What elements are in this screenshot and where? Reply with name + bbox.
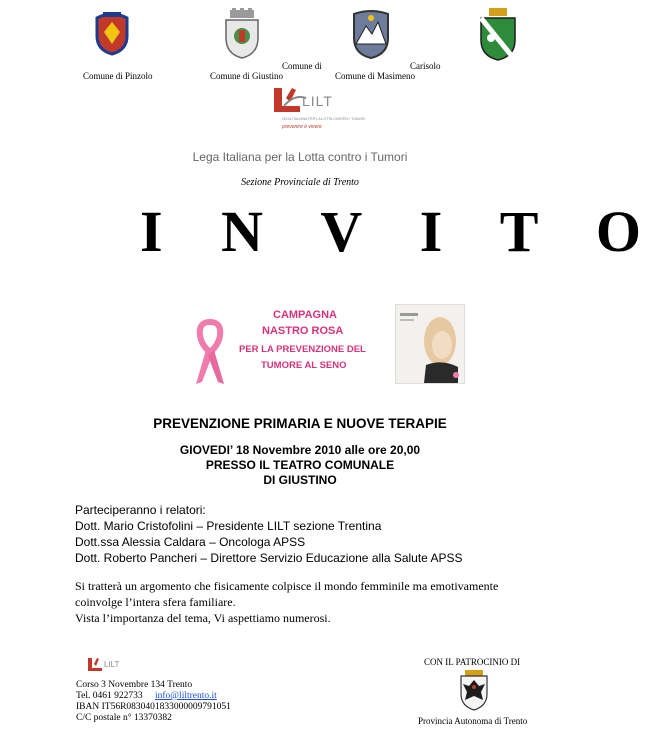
footer-phone-line [76, 691, 217, 701]
massimeno-coat-of-arms [348, 8, 394, 60]
municipality-extra-label: Comune di [282, 61, 322, 71]
footer-lilt-logo [86, 656, 106, 679]
event-heading: PREVENZIONE PRIMARIA E NUOVE TERAPIE [153, 416, 447, 431]
event-place-1: PRESSO IL TEATRO COMUNALE [205, 458, 395, 472]
invitation-title: I N V I T O [140, 199, 663, 264]
organization-name: Lega Italiana per la Lotta contro i Tumori [192, 150, 408, 164]
footer-phone: Tel. 0461 922733 [76, 691, 143, 701]
municipality-carisolo: Carisolo [410, 61, 441, 71]
section-name: Sezione Provinciale di Trento [241, 177, 359, 188]
pinzolo-coat-of-arms [93, 8, 131, 56]
campaign-line-1: CAMPAGNA [273, 309, 337, 321]
event-date: GIOVEDI’ 18 Novembre 2010 alle ore 20,00 [179, 443, 421, 457]
footer-postal: C/C postale n° 13370382 [76, 713, 172, 723]
footer-email-link[interactable]: info@liltrento.it [155, 691, 217, 701]
giustino-coat-of-arms [222, 8, 262, 60]
pink-ribbon-icon [192, 318, 228, 393]
patronage-name: Provincia Autonoma di Trento [418, 716, 528, 726]
lilt-logo-tagline: LEGA ITALIANA PER LA LOTTA CONTRO I TUMORI [282, 117, 366, 121]
speaker-1: Dott. Mario Cristofolini – Presidente LILT sezione Trentina [75, 519, 382, 533]
body-line-2: coinvolge l’intera sfera familiare. [75, 595, 236, 609]
municipality-giustino: Comune di Giustino [210, 71, 284, 81]
campaign-line-4: TUMORE AL SENO [261, 360, 347, 371]
municipality-masimeno: Comune di Masimeno [335, 71, 415, 81]
trento-eagle-crest [459, 670, 489, 717]
footer-logo-word: LILT [104, 660, 120, 669]
event-place-2: DI GIUSTINO [263, 473, 337, 487]
body-line-3: Vista l’importanza del tema, Vi aspettiamo numerosi. [75, 611, 331, 625]
lilt-logo-word: LILT [302, 93, 333, 109]
speaker-3: Dott. Roberto Pancheri – Direttore Servizio Educazione alla Salute APSS [75, 551, 463, 565]
municipality-pinzolo: Comune di Pinzolo [83, 71, 153, 81]
campaign-line-2: NASTRO ROSA [262, 325, 344, 337]
speaker-2: Dott.ssa Alessia Caldara – Oncologa APSS [75, 535, 306, 549]
campaign-line-3: PER LA PREVENZIONE DEL [239, 344, 366, 355]
patronage-label: CON IL PATROCINIO DI [424, 657, 521, 667]
body-line-1: Si tratterà un argomento che fisicamente colpisce il mondo femminile ma emotivamente [75, 579, 499, 593]
footer-iban: IBAN IT56R0830401833000009791051 [76, 702, 231, 712]
carisolo-coat-of-arms [477, 8, 519, 62]
lilt-logo-motto: prevenire è vivere [282, 124, 322, 130]
campaign-photo [395, 304, 465, 384]
footer-address: Corso 3 Novembre 134 Trento [76, 680, 193, 690]
speakers-intro: Parteciperanno i relatori: [75, 503, 206, 517]
